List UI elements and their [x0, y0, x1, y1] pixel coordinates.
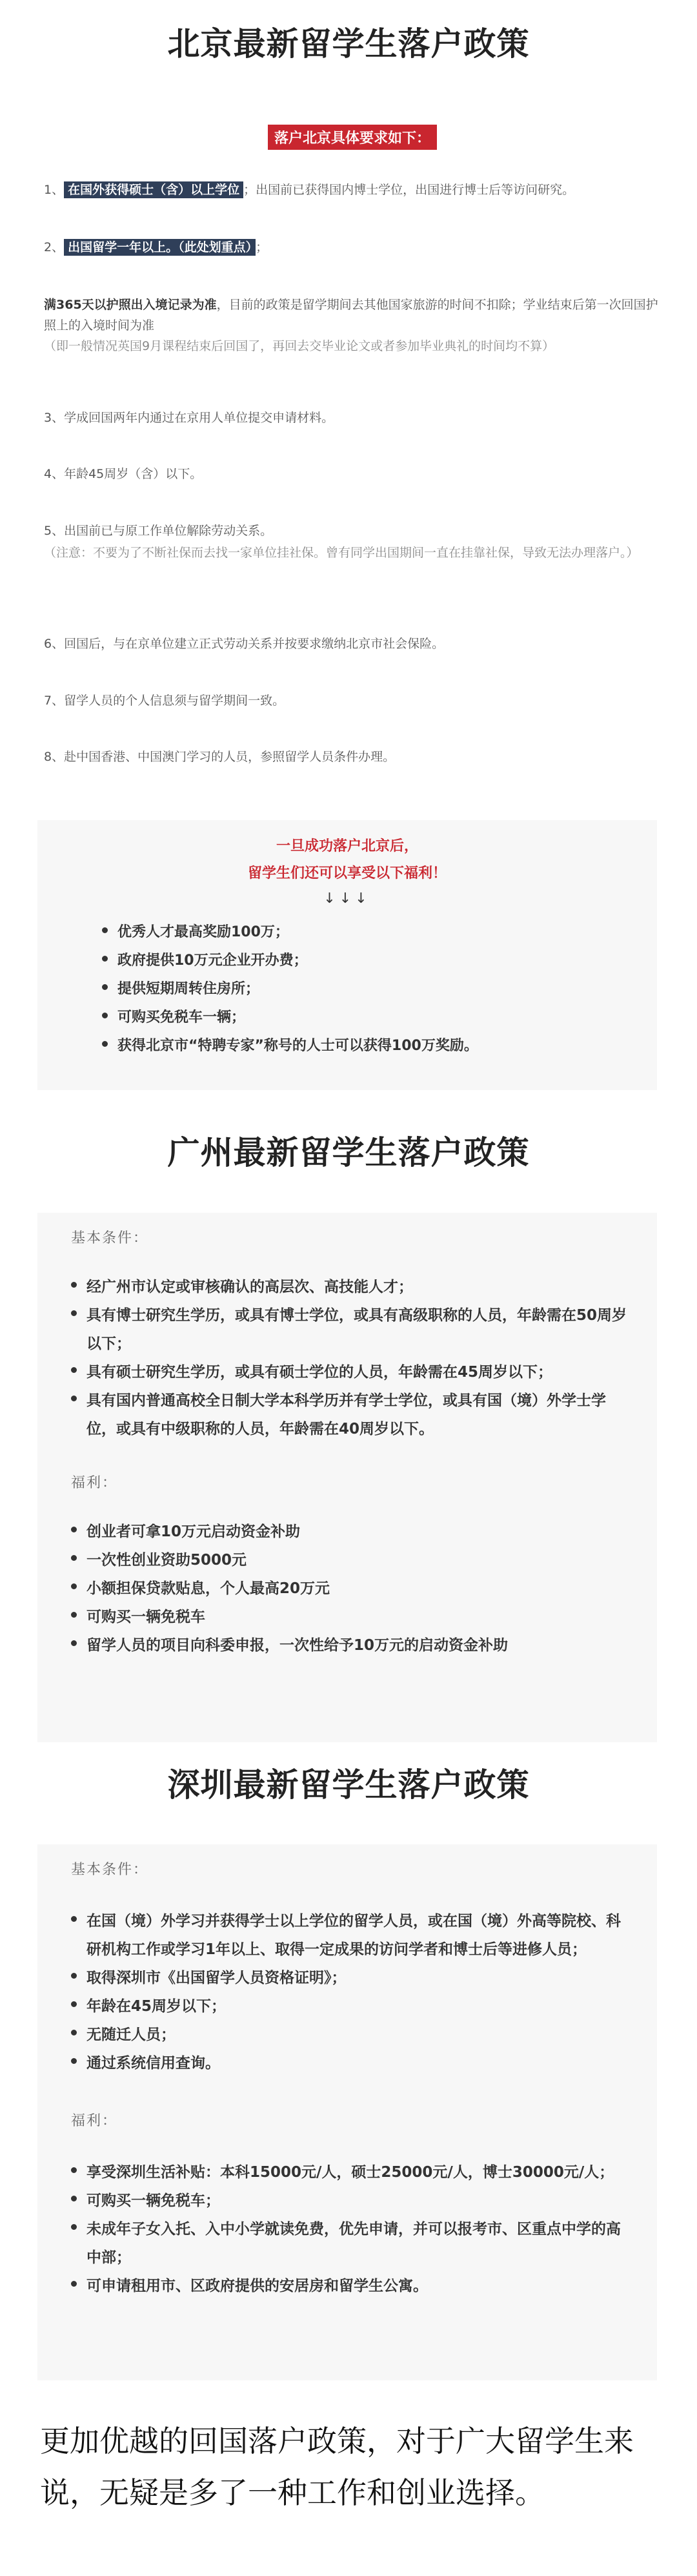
beijing-benefits-list [37, 918, 657, 1060]
item-text: ； [256, 240, 268, 254]
list-item: 获得北京市“特聘专家”称号的人士可以获得100万奖励。 [102, 1032, 657, 1060]
benefit-intro-line-2: 留学生们还可以享受以下福利！ [247, 865, 447, 881]
beijing-item-5 [44, 520, 663, 564]
list-item: 留学人员的项目向科委申报，一次性给予10万元的启动资金补助 [71, 1631, 631, 1660]
list-item: 享受深圳生活补贴：本科15000元/人，硕士25000元/人，博士30000元/人； [71, 2158, 631, 2187]
item-text: ，目前的政策是留学期间去其他国家旅游的时间不扣除；学业结束后第一次回国护照上的入境时间为准 [44, 298, 658, 333]
list-item: 可购买一辆免税车； [71, 2187, 631, 2215]
list-item: 可购买一辆免税车 [71, 1603, 631, 1631]
list-item: 创业者可拿10万元启动资金补助 [71, 1518, 631, 1546]
beijing-item-1 [44, 179, 663, 201]
shenzhen-title: 深圳最新留学生落户政策 [167, 1766, 530, 1804]
list-item: 一次性创业资助5000元 [71, 1546, 631, 1574]
shenzhen-welfare-list [71, 2158, 631, 2300]
list-item: 政府提供10万元企业开办费； [102, 947, 657, 975]
beijing-item-4: 4、年龄45周岁（含）以下。 [44, 467, 203, 481]
beijing-item-2 [44, 236, 663, 258]
benefit-intro-line-1: 一旦成功落户北京后， [276, 838, 418, 854]
beijing-benefits-panel [37, 820, 657, 1090]
note-text: （即一般情况英国9月课程结束后回国了，再回去交毕业论文或者参加毕业典礼的时间均不算） [44, 339, 555, 353]
guangzhou-title: 广州最新留学生落户政策 [167, 1134, 530, 1171]
guangzhou-panel [37, 1213, 657, 1742]
beijing-title: 北京最新留学生落户政策 [167, 25, 530, 63]
list-item: 提供短期周转住房所； [102, 975, 657, 1004]
basic-conditions-label: 基本条件： [71, 1230, 149, 1246]
list-item: 小额担保贷款贴息，个人最高20万元 [71, 1574, 631, 1603]
list-item: 具有国内普通高校全日制大学本科学历并有学士学位，或具有国（境）外学士学位，或具有中级职称的人员，年龄需在40周岁以下。 [71, 1386, 631, 1443]
note-text: （注意：不要为了不断社保而去找一家单位挂社保。曾有同学出国期间一直在挂靠社保，导致无法办理落户。） [44, 546, 639, 560]
beijing-item-7: 7、留学人员的个人信息须与留学期间一致。 [44, 694, 285, 708]
highlight-text: 在国外获得硕士（含）以上学位 [64, 181, 243, 198]
list-item: 未成年子女入托、入中小学就读免费，优先申请，并可以报考市、区重点中学的高中部； [71, 2215, 631, 2272]
list-item: 取得深圳市《出国留学人员资格证明》； [71, 1964, 631, 1992]
list-item: 经广州市认定或审核确认的高层次、高技能人才； [71, 1273, 631, 1301]
list-item: 可申请租用市、区政府提供的安居房和留学生公寓。 [71, 2272, 631, 2300]
highlight-text: 出国留学一年以上。（此处划重点） [64, 239, 256, 256]
beijing-item-3: 3、学成回国两年内通过在京用人单位提交申请材料。 [44, 411, 334, 425]
shenzhen-basic-list [71, 1907, 631, 2077]
list-item: 可购买免税车一辆； [102, 1004, 657, 1032]
list-item: 年龄在45周岁以下； [71, 1992, 631, 2021]
beijing-badge: 落户北京具体要求如下： [268, 125, 437, 150]
welfare-label: 福利： [71, 2113, 118, 2129]
list-item: 具有硕士研究生学历，或具有硕士学位的人员，年龄需在45周岁以下； [71, 1358, 631, 1386]
guangzhou-basic-list [71, 1273, 631, 1443]
item-text: ；出国前已获得国内博士学位，出国进行博士后等访问研究。 [243, 183, 575, 197]
basic-conditions-label: 基本条件： [71, 1862, 149, 1878]
bold-text: 满365天以护照出入境记录为准 [44, 298, 217, 312]
item-number: 2、 [44, 240, 65, 254]
down-arrows-icon: ↓↓↓ [323, 891, 371, 907]
guangzhou-welfare-list [71, 1518, 631, 1660]
item-text: 5、出国前已与原工作单位解除劳动关系。 [44, 524, 273, 538]
beijing-item-6: 6、回国后，与在京单位建立正式劳动关系并按要求缴纳北京市社会保险。 [44, 637, 445, 651]
list-item: 具有博士研究生学历，或具有博士学位，或具有高级职称的人员，年龄需在50周岁以下； [71, 1301, 631, 1358]
list-item: 通过系统信用查询。 [71, 2049, 631, 2077]
list-item: 优秀人才最高奖励100万； [102, 918, 657, 947]
beijing-item-8: 8、赴中国香港、中国澳门学习的人员，参照留学人员条件办理。 [44, 750, 396, 764]
beijing-item-2-detail [44, 294, 663, 356]
list-item: 在国（境）外学习并获得学士以上学位的留学人员，或在国（境）外高等院校、科研机构工作或学习1年以上、取得一定成果的访问学者和博士后等进修人员； [71, 1907, 631, 1964]
item-number: 1、 [44, 183, 65, 197]
list-item: 无随迁人员； [71, 2021, 631, 2049]
welfare-label: 福利： [71, 1475, 118, 1491]
shenzhen-panel [37, 1844, 657, 2380]
closing-paragraph: 更加优越的回国落户政策，对于广大留学生来说，无疑是多了一种工作和创业选择。 [40, 2424, 634, 2510]
